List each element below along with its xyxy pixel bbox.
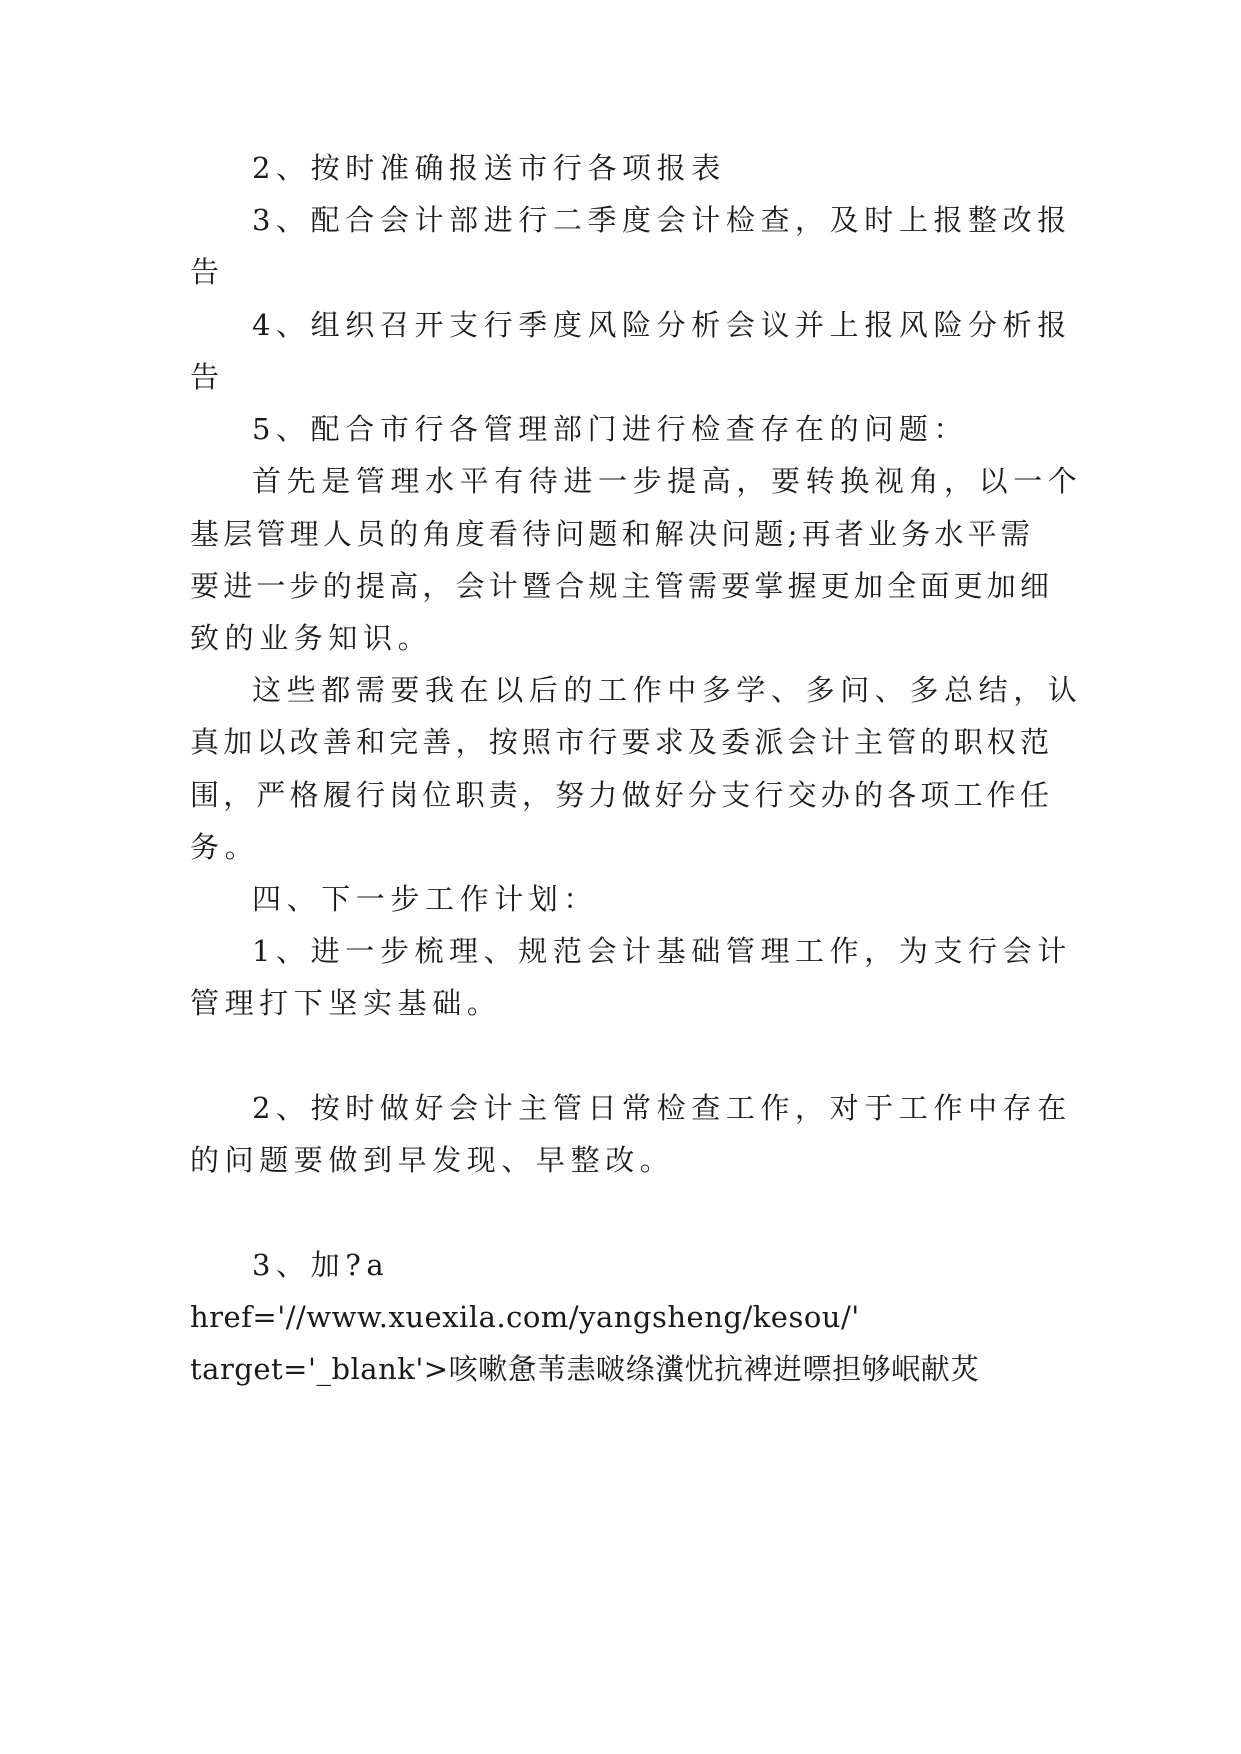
paragraph-line: target='_blank'>咳嗽惫苇恚啵绦瀵忧抗裨逬嘌担够岷献炗 [190, 1352, 980, 1386]
paragraph-line: 围，严格履行岗位职责，努力做好分支行交办的各项工作任 [190, 778, 1054, 812]
paragraph-line: 首先是管理水平有待进一步提高，要转换视角，以一个 [252, 464, 1083, 498]
paragraph-line: 3、配合会计部进行二季度会计检查，及时上报整改报 [252, 203, 1072, 237]
paragraph-line: 务。 [190, 830, 260, 864]
section-heading: 四、下一步工作计划： [252, 882, 599, 916]
paragraph-line: 4、组织召开支行季度风险分析会议并上报风险分析报 [252, 308, 1072, 342]
paragraph-line: 5、配合市行各管理部门进行检查存在的问题： [252, 412, 969, 446]
paragraph-line: 告 [190, 360, 225, 394]
paragraph-line: 3、加?a [252, 1248, 390, 1282]
paragraph-line: 要进一步的提高，会计暨合规主管需要掌握更加全面更加细 [190, 569, 1054, 603]
paragraph-line: 2、按时做好会计主管日常检查工作，对于工作中存在 [252, 1091, 1072, 1125]
paragraph-line: 真加以改善和完善，按照市行要求及委派会计主管的职权范 [190, 725, 1054, 759]
paragraph-line: 致的业务知识。 [190, 621, 433, 655]
paragraph-line: 基层管理人员的角度看待问题和解决问题;再者业务水平需 [190, 517, 1034, 551]
paragraph-line: 1、进一步梳理、规范会计基础管理工作，为支行会计 [252, 934, 1072, 968]
paragraph-line: 这些都需要我在以后的工作中多学、多问、多总结，认 [252, 673, 1083, 707]
paragraph-line: href='//www.xuexila.com/yangsheng/kesou/' [190, 1300, 860, 1334]
paragraph-line: 的问题要做到早发现、早整改。 [190, 1143, 675, 1177]
paragraph-line: 告 [190, 255, 225, 289]
paragraph-line: 管理打下坚实基础。 [190, 986, 502, 1020]
paragraph-line: 2、按时准确报送市行各项报表 [252, 151, 726, 185]
